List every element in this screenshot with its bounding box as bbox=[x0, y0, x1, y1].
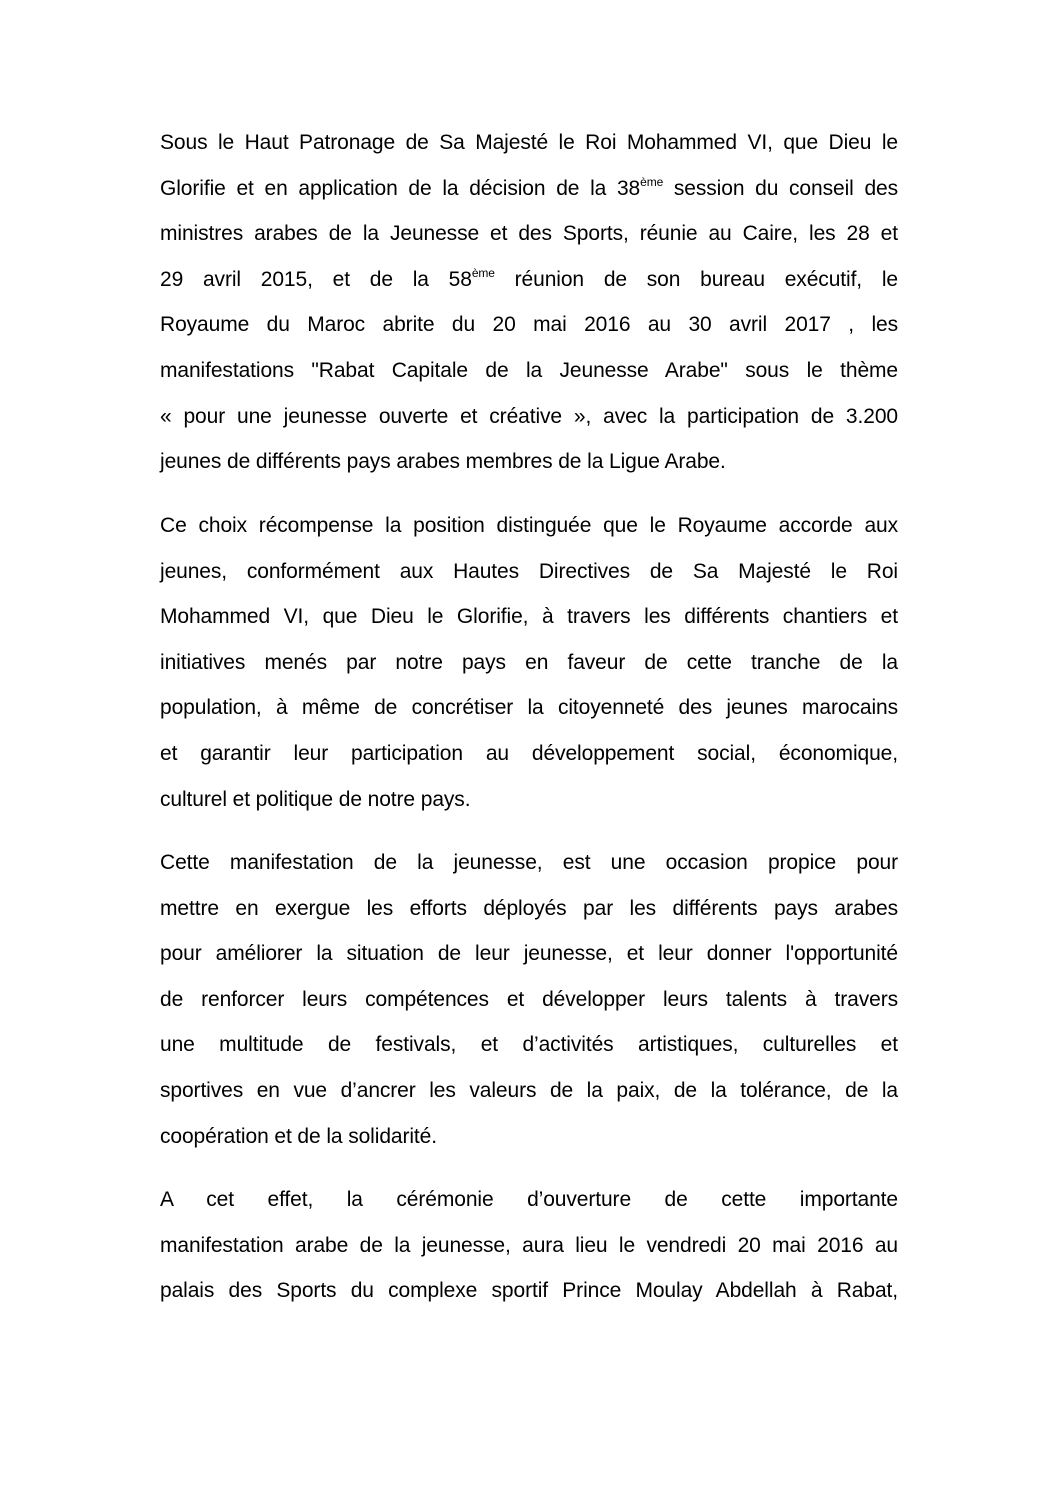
text-line: Ce choix récompense la position distinguée que le Royaume accorde aux bbox=[160, 514, 898, 537]
superscript: ème bbox=[471, 265, 495, 280]
text-line: de renforcer leurs compétences et développer leurs talents à travers bbox=[160, 987, 898, 1011]
text-line: et garantir leur participation au développement social, économique, bbox=[160, 741, 898, 765]
text-line: Cette manifestation de la jeunesse, est une occasion propice pour bbox=[160, 851, 898, 874]
superscript: ème bbox=[640, 174, 664, 189]
text-line: manifestations "Rabat Capitale de la Jeunesse Arabe" sous le thème bbox=[160, 358, 898, 382]
text-line: une multitude de festivals, et d’activités artistiques, culturelles et bbox=[160, 1033, 898, 1057]
paragraph-2 bbox=[160, 503, 898, 822]
paragraph-3 bbox=[160, 840, 898, 1159]
text-line: culturel et politique de notre pays. bbox=[160, 787, 471, 811]
text-line: sportives en vue d’ancrer les valeurs de la paix, de la tolérance, de la bbox=[160, 1078, 898, 1102]
text-line: palais des Sports du complexe sportif Prince Moulay Abdellah à Rabat, bbox=[160, 1279, 898, 1303]
text-line: ministres arabes de la Jeunesse et des Sports, réunie au Caire, les 28 et bbox=[160, 222, 898, 246]
text-line: population, à même de concrétiser la citoyenneté des jeunes marocains bbox=[160, 696, 898, 720]
text-line: manifestation arabe de la jeunesse, aura lieu le vendredi 20 mai 2016 au bbox=[160, 1233, 898, 1257]
text-line: 29 avril 2015, et de la 58ème réunion de son bureau exécutif, le bbox=[160, 265, 898, 291]
paragraph-1 bbox=[160, 120, 898, 485]
paragraph-4 bbox=[160, 1177, 898, 1314]
text-line: Royaume du Maroc abrite du 20 mai 2016 au 30 avril 2017 , les bbox=[160, 313, 898, 337]
text-line: Sous le Haut Patronage de Sa Majesté le Roi Mohammed VI, que Dieu le bbox=[160, 131, 898, 154]
text-line: « pour une jeunesse ouverte et créative », avec la participation de 3.200 bbox=[160, 404, 898, 428]
text-line: coopération et de la solidarité. bbox=[160, 1124, 437, 1148]
text-line: jeunes, conformément aux Hautes Directives de Sa Majesté le Roi bbox=[160, 559, 898, 583]
text-line: Glorifie et en application de la décision de la 38ème session du conseil des bbox=[160, 174, 898, 200]
text-line: pour améliorer la situation de leur jeunesse, et leur donner l'opportunité bbox=[160, 942, 898, 966]
text-line: mettre en exergue les efforts déployés par les différents pays arabes bbox=[160, 896, 898, 920]
text-line: A cet effet, la cérémonie d’ouverture de cette importante bbox=[160, 1188, 898, 1211]
text-line: jeunes de différents pays arabes membres de la Ligue Arabe. bbox=[160, 450, 726, 474]
text-line: Mohammed VI, que Dieu le Glorifie, à travers les différents chantiers et bbox=[160, 605, 898, 629]
text-line: initiatives menés par notre pays en faveur de cette tranche de la bbox=[160, 650, 898, 674]
